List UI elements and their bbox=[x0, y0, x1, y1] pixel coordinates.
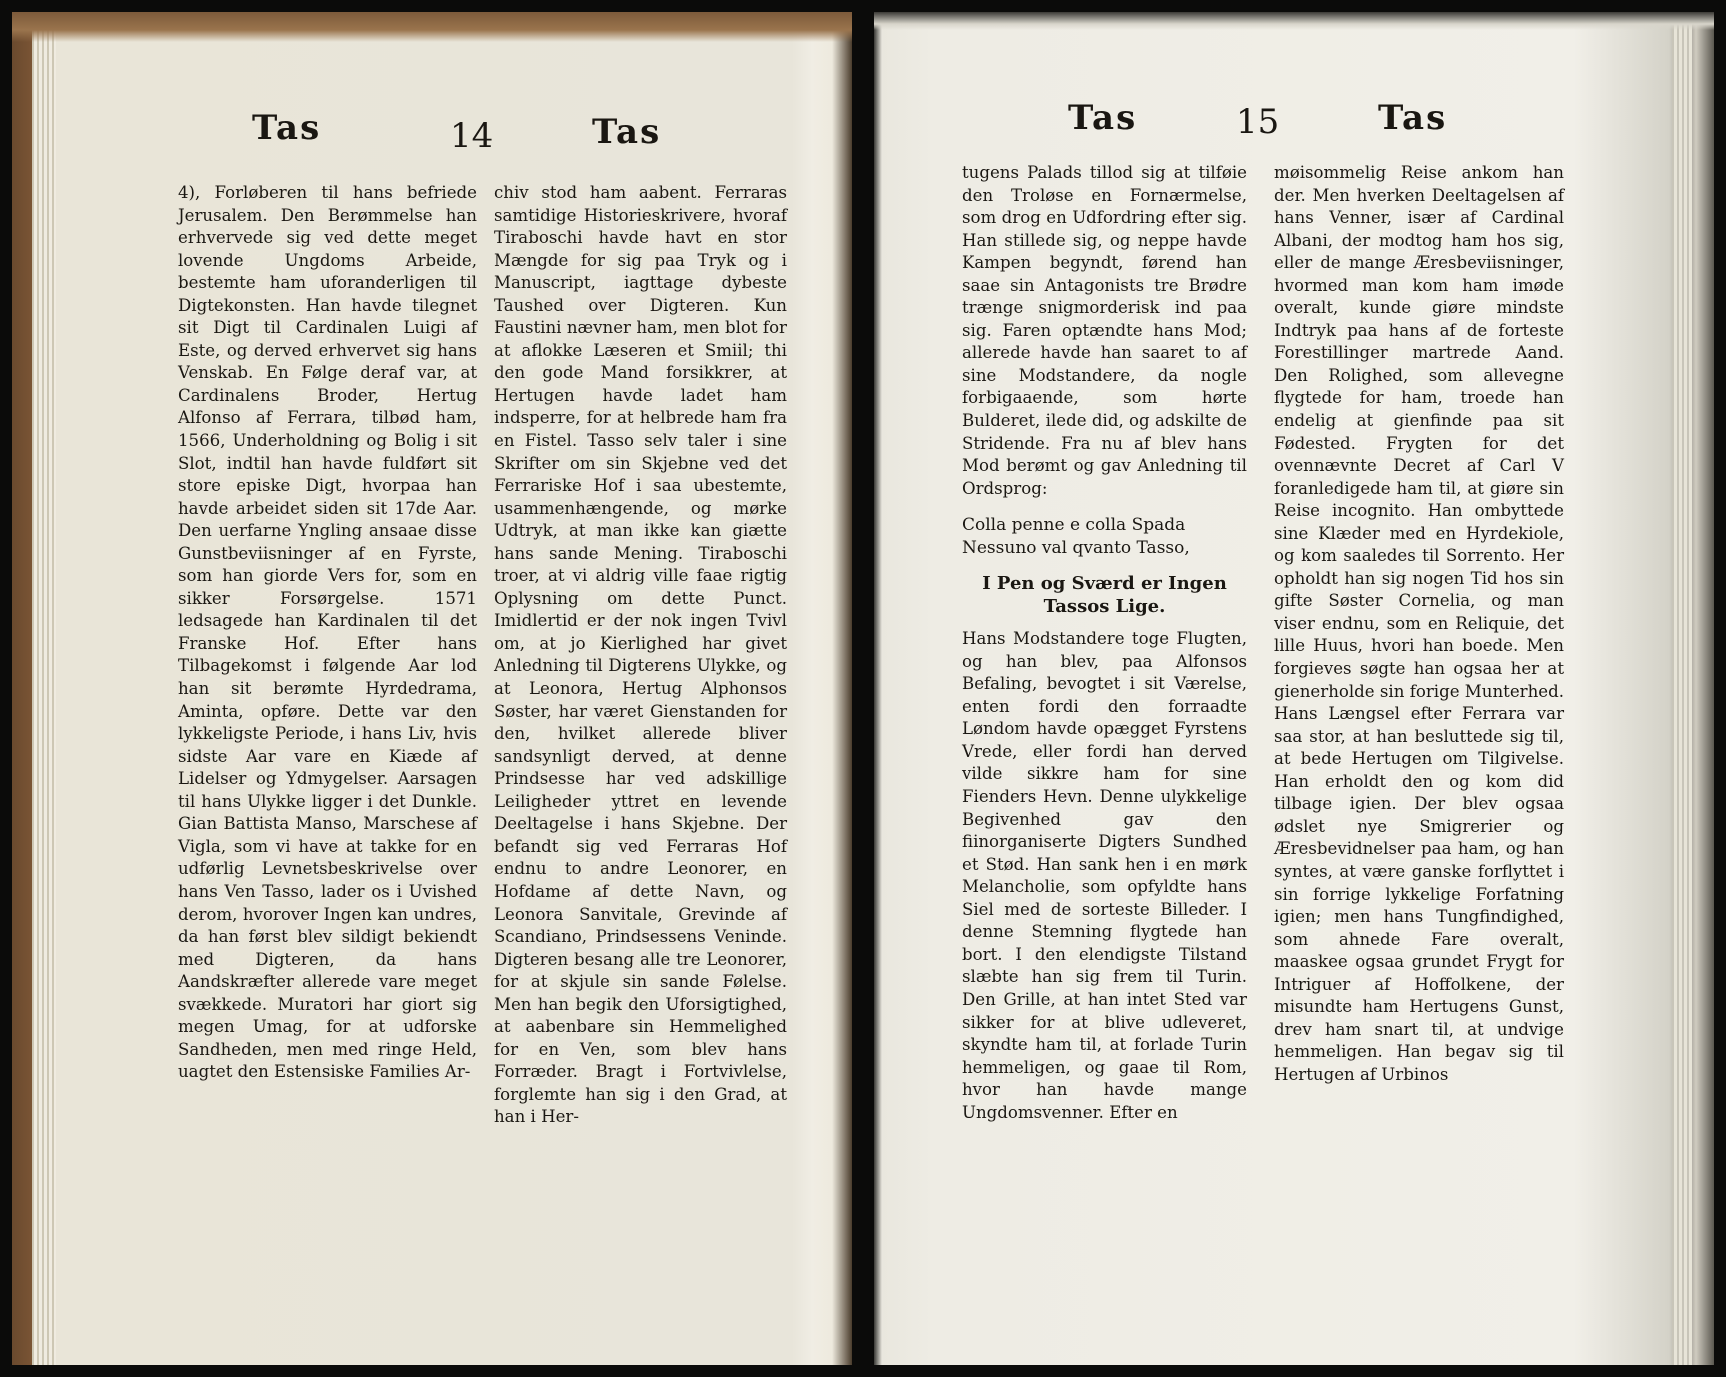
italian-quote bbox=[962, 514, 1247, 560]
right-page-header-left: Tas bbox=[1068, 98, 1138, 138]
right-page-header-right: Tas bbox=[1378, 98, 1448, 138]
right-page-scan bbox=[874, 12, 1714, 1365]
quote-line-1: Colla penne e colla Spada bbox=[962, 515, 1186, 536]
right-page-column-1-bottom: Hans Modstandere toge Flugten, og han blev, paa Alfonsos Befaling, bevogtet i sit Værelse, enten fordi den forraadte Løndom havde opægget Fyrstens Vrede, eller fordi han derved vilde sikkre ham for sine Fienders Hevn. Denne ulykkelige Begivenhed gav den fiinorganiserte Digters Sundhed et Stød. Han sank hen i en mørk Melancholie, som opfyldte hans Siel med de sorteste Billeder. I denne Stemning flygtede han bort. I den elendigste Tilstand slæbte han sig frem til Turin. Den Grille, at han intet Sted var sikker for at blive udleveret, skyndte ham til, at forlade Turin hemmeligen, og gaae til Rom, hvor han havde mange Ungdomsvenner. Efter en bbox=[962, 629, 1247, 1122]
left-page bbox=[12, 12, 852, 1365]
left-page-header-right: Tas bbox=[592, 112, 662, 152]
heading-line-2: Tassos Lige. bbox=[1043, 596, 1166, 618]
right-page-column-1 bbox=[962, 162, 1247, 1124]
quote-line-2: Nessuno val qvanto Tasso, bbox=[962, 538, 1190, 559]
quote-translation-heading bbox=[962, 572, 1247, 618]
heading-line-1: I Pen og Sværd er Ingen bbox=[982, 573, 1227, 595]
left-page-scan bbox=[12, 12, 852, 1365]
left-page-column-2: chiv stod ham aabent. Ferraras samtidige Historieskrivere, hvoraf Tiraboschi havde havt en stor Mængde for sig paa Tryk og i Manuscript, iagttage dybeste Taushed over Digteren. Kun Faustini nævner ham, men blot for at aflokke Læseren et Smiil; thi den gode Mand forsikkrer, at Hertugen havde ladet ham indsperre, for at helbrede ham fra en Fistel. Tasso selv taler i sine Skrifter om sin Skjebne ved det Ferrariske Hof i saa ubestemte, usammenhængende, og mørke Udtryk, at man ikke kan giætte hans sande Mening. Tiraboschi troer, at vi aldrig ville faae rigtig Oplysning om dette Punct. Imidlertid er der nok ingen Tvivl om, at jo Kierlighed har givet Anledning til Digterens Ulykke, og at Leonora, Hertug Alphonsos Søster, har været Gienstanden for den, hvilket allerede bliver sandsynligt derved, at denne Prindsesse har ved adskillige Leiligheder yttret en levende Deeltagelse i hans Skjebne. Der befandt sig ved Ferraras Hof endnu to andre Leonorer, en Hofdame af dette Navn, og Leonora Sanvitale, Grevinde af Scandiano, Prindsessens Veninde. Digteren besang alle tre Leonorer, for at skjule sin sande Følelse. Men han begik den Uforsigtighed, at aabenbare sin Hemmelighed for en Ven, som blev hans Forræder. Bragt i Fortvivlelse, forglemte han sig i den Grad, at han i Her- bbox=[494, 183, 787, 1127]
left-page-header-left: Tas bbox=[252, 108, 322, 148]
right-page-number: 15 bbox=[1236, 102, 1280, 142]
left-page-number: 14 bbox=[450, 116, 494, 156]
left-page-column-1: 4), Forløberen til hans befriede Jerusalem. Den Berømmelse han erhvervede sig ved dette meget lovende Ungdoms Arbeide, bestemte ham uforanderligen til Digtekonsten. Han havde tilegnet sit Digt til Cardinalen Luigi af Este, og derved erhvervet sig hans Venskab. En Følge deraf var, at Cardinalens Broder, Hertug Alfonso af Ferrara, tilbød ham, 1566, Underholdning og Bolig i sit Slot, indtil han havde fuldført sit store episke Digt, hvorpaa han havde arbeidet siden sit 17de Aar. Den uerfarne Yngling ansaae disse Gunstbeviisninger af en Fyrste, som han giorde Vers for, som en sikker Forsørgelse. 1571 ledsagede han Kardinalen til det Franske Hof. Efter hans Tilbagekomst i følgende Aar lod han sit berømte Hyrdedrama, Aminta, opføre. Dette var den lykkeligste Periode, i hans Liv, hvis sidste Aar vare en Kiæde af Lidelser og Ydmygelser. Aarsagen til hans Ulykke ligger i det Dunkle. Gian Battista Manso, Marschese af Vigla, som vi have at takke for en udførlig Levnetsbeskrivelse over hans Ven Tasso, lader os i Uvished derom, hvorover Ingen kan undres, da han først blev sildigt bekiendt med Digteren, da hans Aandskræfter allerede vare meget svækkede. Muratori har giort sig megen Umag, for at udforske Sandheden, men med ringe Held, uagtet den Estensiske Families Ar- bbox=[178, 183, 477, 1082]
right-page-column-2: møisommelig Reise ankom han der. Men hverken Deeltagelsen af hans Venner, især af Cardinal Albani, der modtog ham hos sig, eller de mange Æresbeviisninger, hvormed man kom ham imøde overalt, kunde giøre mindste Indtryk paa hans af de forteste Forestillinger martrede Aand. Den Rolighed, som allevegne flygtede for ham, troede han endelig at gienfinde paa sit Fødested. Frygten for det ovennævnte Decret af Carl V foranledigede ham til, at giøre sin Reise incognito. Han ombyttede sine Klæder med en Hyrdekiole, og kom saaledes til Sorrento. Her opholdt han sig nogen Tid hos sin gifte Søster Cornelia, og man viser endnu, som en Reliquie, det lille Huus, hvori han boede. Men forgieves søgte han ogsaa her at gienerholde sin forige Munterhed. Hans Længsel efter Ferrara var saa stor, at han besluttede sig til, at bede Hertugen om Tilgivelse. Han erholdt den og kom did tilbage igien. Der blev ogsaa ødslet nye Smigrerier og Æresbevidnelser paa ham, og han syntes, at være ganske forflyttet i sin forrige lykkelige Forfatning igien; men hans Tungfindighed, som ahnede Fare overalt, maaskee ogsaa grundet Frygt for Intriguer af Hoffolkene, der misundte ham Hertugens Gunst, drev ham snart til, at undvige hemmeligen. Han begav sig til Hertugen af Urbinos bbox=[1274, 163, 1564, 1084]
right-page-column-1-top: tugens Palads tillod sig at tilføie den Troløse en Fornærmelse, som drog en Udfordring efter sig. Han stillede sig, og neppe havde Kampen begyndt, førend han saae sin Antagonists tre Brødre trænge snigmorderisk ind paa sig. Faren optændte hans Mod; allerede havde han saaret to af sine Modstandere, da nogle forbigaaende, som hørte Bulderet, ilede did, og adskilte de Stridende. Fra nu af blev hans Mod berømt og gav Anledning til Ordsprog: bbox=[962, 163, 1247, 498]
right-page bbox=[874, 12, 1714, 1365]
